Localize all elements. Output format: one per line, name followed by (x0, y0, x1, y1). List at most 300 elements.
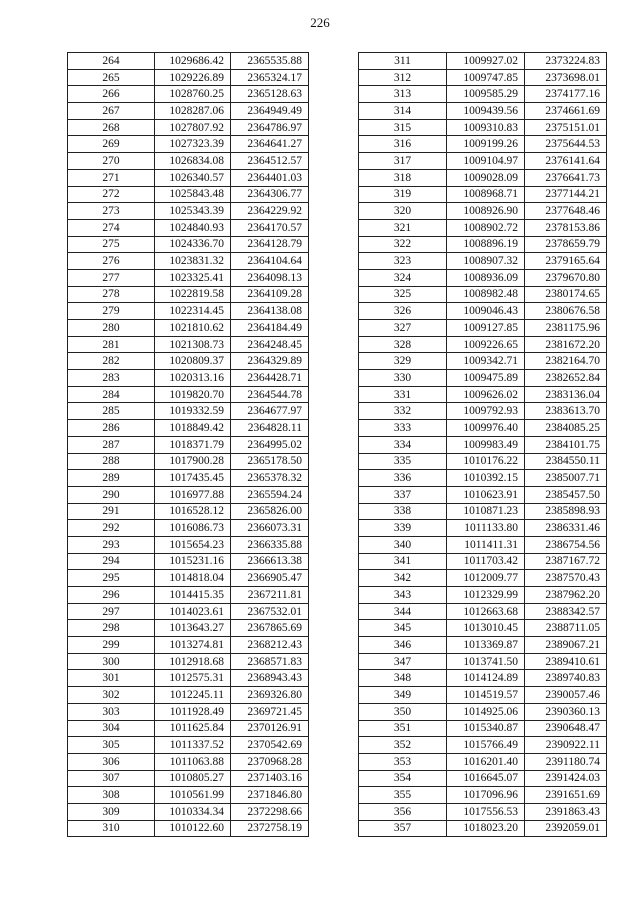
table-row (68, 486, 309, 503)
x-coordinate-cell: 1018849.42 (155, 420, 231, 437)
y-coordinate-cell: 2364104.64 (231, 253, 309, 270)
coordinate-table-right (358, 52, 607, 837)
point-number-cell: 349 (359, 687, 447, 704)
x-coordinate-cell: 1023831.32 (155, 253, 231, 270)
table-row (359, 553, 607, 570)
x-coordinate-cell: 1020313.16 (155, 370, 231, 387)
x-coordinate-cell: 1009310.83 (447, 119, 525, 136)
y-coordinate-cell: 2374661.69 (525, 103, 607, 120)
x-coordinate-cell: 1008907.32 (447, 253, 525, 270)
point-number-cell: 304 (68, 720, 155, 737)
table-row (68, 670, 309, 687)
y-coordinate-cell: 2387570.43 (525, 570, 607, 587)
point-number-cell: 352 (359, 737, 447, 754)
x-coordinate-cell: 1012663.68 (447, 603, 525, 620)
point-number-cell: 264 (68, 53, 155, 70)
x-coordinate-cell: 1017900.28 (155, 453, 231, 470)
point-number-cell: 310 (68, 820, 155, 837)
x-coordinate-cell: 1020809.37 (155, 353, 231, 370)
y-coordinate-cell: 2365594.24 (231, 486, 309, 503)
table-row (68, 737, 309, 754)
x-coordinate-cell: 1015654.23 (155, 536, 231, 553)
table-row (68, 253, 309, 270)
x-coordinate-cell: 1010334.34 (155, 803, 231, 820)
y-coordinate-cell: 2364428.71 (231, 370, 309, 387)
y-coordinate-cell: 2364677.97 (231, 403, 309, 420)
point-number-cell: 344 (359, 603, 447, 620)
table-row (359, 420, 607, 437)
table-row (359, 637, 607, 654)
y-coordinate-cell: 2390360.13 (525, 703, 607, 720)
point-number-cell: 311 (359, 53, 447, 70)
point-number-cell: 327 (359, 320, 447, 337)
point-number-cell: 270 (68, 153, 155, 170)
point-number-cell: 332 (359, 403, 447, 420)
table-row (68, 436, 309, 453)
y-coordinate-cell: 2364544.78 (231, 386, 309, 403)
table-row (359, 236, 607, 253)
x-coordinate-cell: 1009439.56 (447, 103, 525, 120)
x-coordinate-cell: 1012245.11 (155, 687, 231, 704)
point-number-cell: 301 (68, 670, 155, 687)
y-coordinate-cell: 2386331.46 (525, 520, 607, 537)
table-row (359, 570, 607, 587)
x-coordinate-cell: 1009342.71 (447, 353, 525, 370)
point-number-cell: 285 (68, 403, 155, 420)
point-number-cell: 350 (359, 703, 447, 720)
table-row (359, 620, 607, 637)
x-coordinate-cell: 1021308.73 (155, 336, 231, 353)
point-number-cell: 348 (359, 670, 447, 687)
point-number-cell: 325 (359, 286, 447, 303)
table-row (359, 253, 607, 270)
table-row (68, 203, 309, 220)
y-coordinate-cell: 2390057.46 (525, 687, 607, 704)
point-number-cell: 282 (68, 353, 155, 370)
table-row (359, 219, 607, 236)
x-coordinate-cell: 1009927.02 (447, 53, 525, 70)
x-coordinate-cell: 1027323.39 (155, 136, 231, 153)
point-number-cell: 277 (68, 269, 155, 286)
table-row (359, 53, 607, 70)
point-number-cell: 312 (359, 69, 447, 86)
point-number-cell: 355 (359, 787, 447, 804)
y-coordinate-cell: 2365178.50 (231, 453, 309, 470)
x-coordinate-cell: 1012575.31 (155, 670, 231, 687)
point-number-cell: 315 (359, 119, 447, 136)
point-number-cell: 289 (68, 470, 155, 487)
x-coordinate-cell: 1014023.61 (155, 603, 231, 620)
point-number-cell: 316 (359, 136, 447, 153)
x-coordinate-cell: 1009792.93 (447, 403, 525, 420)
table-row (359, 436, 607, 453)
table-row (359, 186, 607, 203)
point-number-cell: 346 (359, 637, 447, 654)
y-coordinate-cell: 2364170.57 (231, 219, 309, 236)
x-coordinate-cell: 1009028.09 (447, 169, 525, 186)
point-number-cell: 353 (359, 753, 447, 770)
y-coordinate-cell: 2384085.25 (525, 420, 607, 437)
point-number-cell: 271 (68, 169, 155, 186)
x-coordinate-cell: 1011625.84 (155, 720, 231, 737)
point-number-cell: 331 (359, 386, 447, 403)
table-row (68, 787, 309, 804)
y-coordinate-cell: 2372758.19 (231, 820, 309, 837)
point-number-cell: 343 (359, 587, 447, 604)
table-row (359, 787, 607, 804)
point-number-cell: 319 (359, 186, 447, 203)
table-row (68, 453, 309, 470)
table-row (359, 286, 607, 303)
point-number-cell: 284 (68, 386, 155, 403)
y-coordinate-cell: 2387167.72 (525, 553, 607, 570)
x-coordinate-cell: 1011928.49 (155, 703, 231, 720)
y-coordinate-cell: 2389067.21 (525, 637, 607, 654)
y-coordinate-cell: 2391863.43 (525, 803, 607, 820)
y-coordinate-cell: 2384550.11 (525, 453, 607, 470)
y-coordinate-cell: 2364229.92 (231, 203, 309, 220)
y-coordinate-cell: 2382652.84 (525, 370, 607, 387)
point-number-cell: 274 (68, 219, 155, 236)
point-number-cell: 328 (359, 336, 447, 353)
point-number-cell: 280 (68, 320, 155, 337)
table-row (68, 153, 309, 170)
point-number-cell: 317 (359, 153, 447, 170)
table-row (359, 336, 607, 353)
table-row (359, 453, 607, 470)
y-coordinate-cell: 2383613.70 (525, 403, 607, 420)
y-coordinate-cell: 2364641.27 (231, 136, 309, 153)
table-row (359, 536, 607, 553)
y-coordinate-cell: 2388711.05 (525, 620, 607, 637)
page-number: 226 (310, 15, 330, 30)
table-row (68, 553, 309, 570)
y-coordinate-cell: 2378153.86 (525, 219, 607, 236)
y-coordinate-cell: 2381672.20 (525, 336, 607, 353)
table-row (68, 336, 309, 353)
y-coordinate-cell: 2389740.83 (525, 670, 607, 687)
table-row (68, 303, 309, 320)
table-row (359, 86, 607, 103)
point-number-cell: 345 (359, 620, 447, 637)
x-coordinate-cell: 1028760.25 (155, 86, 231, 103)
table-row (359, 653, 607, 670)
table-row (68, 770, 309, 787)
y-coordinate-cell: 2387962.20 (525, 587, 607, 604)
table-row (68, 520, 309, 537)
x-coordinate-cell: 1015340.87 (447, 720, 525, 737)
y-coordinate-cell: 2376141.64 (525, 153, 607, 170)
table-row (68, 169, 309, 186)
x-coordinate-cell: 1009104.97 (447, 153, 525, 170)
y-coordinate-cell: 2364995.02 (231, 436, 309, 453)
table-row (68, 687, 309, 704)
point-number-cell: 281 (68, 336, 155, 353)
table-row (359, 803, 607, 820)
x-coordinate-cell: 1009475.89 (447, 370, 525, 387)
point-number-cell: 309 (68, 803, 155, 820)
y-coordinate-cell: 2364184.49 (231, 320, 309, 337)
table-row (68, 820, 309, 837)
x-coordinate-cell: 1009983.49 (447, 436, 525, 453)
table-row (68, 269, 309, 286)
table-row (359, 403, 607, 420)
y-coordinate-cell: 2380174.65 (525, 286, 607, 303)
point-number-cell: 322 (359, 236, 447, 253)
y-coordinate-cell: 2366335.88 (231, 536, 309, 553)
y-coordinate-cell: 2379165.64 (525, 253, 607, 270)
y-coordinate-cell: 2365378.32 (231, 470, 309, 487)
table-row (68, 353, 309, 370)
point-number-cell: 337 (359, 486, 447, 503)
table-row (68, 470, 309, 487)
point-number-cell: 318 (359, 169, 447, 186)
point-number-cell: 342 (359, 570, 447, 587)
y-coordinate-cell: 2385898.93 (525, 503, 607, 520)
x-coordinate-cell: 1026834.08 (155, 153, 231, 170)
x-coordinate-cell: 1010805.27 (155, 770, 231, 787)
x-coordinate-cell: 1029686.42 (155, 53, 231, 70)
x-coordinate-cell: 1014925.06 (447, 703, 525, 720)
y-coordinate-cell: 2365324.17 (231, 69, 309, 86)
x-coordinate-cell: 1029226.89 (155, 69, 231, 86)
table-row (359, 703, 607, 720)
x-coordinate-cell: 1014818.04 (155, 570, 231, 587)
table-row (359, 370, 607, 387)
table-row (359, 386, 607, 403)
y-coordinate-cell: 2364786.97 (231, 119, 309, 136)
table-row (68, 103, 309, 120)
y-coordinate-cell: 2392059.01 (525, 820, 607, 837)
table-row (68, 136, 309, 153)
y-coordinate-cell: 2370542.69 (231, 737, 309, 754)
x-coordinate-cell: 1008926.90 (447, 203, 525, 220)
y-coordinate-cell: 2366613.38 (231, 553, 309, 570)
point-number-cell: 306 (68, 753, 155, 770)
point-number-cell: 330 (359, 370, 447, 387)
table-row (68, 286, 309, 303)
table-row (359, 737, 607, 754)
point-number-cell: 335 (359, 453, 447, 470)
point-number-cell: 340 (359, 536, 447, 553)
table-row (359, 153, 607, 170)
point-number-cell: 298 (68, 620, 155, 637)
x-coordinate-cell: 1011703.42 (447, 553, 525, 570)
point-number-cell: 323 (359, 253, 447, 270)
y-coordinate-cell: 2373224.83 (525, 53, 607, 70)
table-row (359, 486, 607, 503)
point-number-cell: 276 (68, 253, 155, 270)
y-coordinate-cell: 2379670.80 (525, 269, 607, 286)
y-coordinate-cell: 2375151.01 (525, 119, 607, 136)
y-coordinate-cell: 2370968.28 (231, 753, 309, 770)
table-row (68, 119, 309, 136)
x-coordinate-cell: 1010561.99 (155, 787, 231, 804)
point-number-cell: 302 (68, 687, 155, 704)
table-row (68, 370, 309, 387)
point-number-cell: 269 (68, 136, 155, 153)
y-coordinate-cell: 2371403.16 (231, 770, 309, 787)
x-coordinate-cell: 1009585.29 (447, 86, 525, 103)
x-coordinate-cell: 1024840.93 (155, 219, 231, 236)
y-coordinate-cell: 2365128.63 (231, 86, 309, 103)
y-coordinate-cell: 2385007.71 (525, 470, 607, 487)
y-coordinate-cell: 2370126.91 (231, 720, 309, 737)
x-coordinate-cell: 1026340.57 (155, 169, 231, 186)
x-coordinate-cell: 1008902.72 (447, 219, 525, 236)
y-coordinate-cell: 2380676.58 (525, 303, 607, 320)
x-coordinate-cell: 1015231.16 (155, 553, 231, 570)
point-number-cell: 296 (68, 587, 155, 604)
table-row (68, 703, 309, 720)
y-coordinate-cell: 2364329.89 (231, 353, 309, 370)
table-row (68, 69, 309, 86)
x-coordinate-cell: 1016977.88 (155, 486, 231, 503)
x-coordinate-cell: 1008968.71 (447, 186, 525, 203)
y-coordinate-cell: 2365826.00 (231, 503, 309, 520)
table-row (359, 69, 607, 86)
point-number-cell: 307 (68, 770, 155, 787)
y-coordinate-cell: 2364248.45 (231, 336, 309, 353)
coordinate-table-right-body (359, 53, 607, 837)
table-row (359, 670, 607, 687)
point-number-cell: 357 (359, 820, 447, 837)
table-row (68, 603, 309, 620)
table-row (68, 587, 309, 604)
point-number-cell: 314 (359, 103, 447, 120)
y-coordinate-cell: 2365535.88 (231, 53, 309, 70)
table-row (68, 386, 309, 403)
point-number-cell: 291 (68, 503, 155, 520)
table-row (359, 303, 607, 320)
table-row (359, 687, 607, 704)
y-coordinate-cell: 2376641.73 (525, 169, 607, 186)
point-number-cell: 354 (359, 770, 447, 787)
point-number-cell: 267 (68, 103, 155, 120)
y-coordinate-cell: 2378659.79 (525, 236, 607, 253)
y-coordinate-cell: 2389410.61 (525, 653, 607, 670)
y-coordinate-cell: 2391180.74 (525, 753, 607, 770)
y-coordinate-cell: 2364401.03 (231, 169, 309, 186)
y-coordinate-cell: 2364306.77 (231, 186, 309, 203)
y-coordinate-cell: 2364098.13 (231, 269, 309, 286)
x-coordinate-cell: 1010871.23 (447, 503, 525, 520)
point-number-cell: 279 (68, 303, 155, 320)
point-number-cell: 287 (68, 436, 155, 453)
point-number-cell: 268 (68, 119, 155, 136)
table-row (359, 203, 607, 220)
point-number-cell: 324 (359, 269, 447, 286)
x-coordinate-cell: 1017435.45 (155, 470, 231, 487)
x-coordinate-cell: 1009127.85 (447, 320, 525, 337)
y-coordinate-cell: 2382164.70 (525, 353, 607, 370)
x-coordinate-cell: 1014519.57 (447, 687, 525, 704)
point-number-cell: 303 (68, 703, 155, 720)
x-coordinate-cell: 1009199.26 (447, 136, 525, 153)
point-number-cell: 272 (68, 186, 155, 203)
x-coordinate-cell: 1013643.27 (155, 620, 231, 637)
x-coordinate-cell: 1010176.22 (447, 453, 525, 470)
table-row (68, 86, 309, 103)
x-coordinate-cell: 1022819.58 (155, 286, 231, 303)
point-number-cell: 278 (68, 286, 155, 303)
x-coordinate-cell: 1016086.73 (155, 520, 231, 537)
x-coordinate-cell: 1010623.91 (447, 486, 525, 503)
point-number-cell: 308 (68, 787, 155, 804)
y-coordinate-cell: 2364949.49 (231, 103, 309, 120)
point-number-cell: 275 (68, 236, 155, 253)
table-row (68, 536, 309, 553)
point-number-cell: 334 (359, 436, 447, 453)
x-coordinate-cell: 1011063.88 (155, 753, 231, 770)
x-coordinate-cell: 1013369.87 (447, 637, 525, 654)
x-coordinate-cell: 1017096.96 (447, 787, 525, 804)
y-coordinate-cell: 2369326.80 (231, 687, 309, 704)
y-coordinate-cell: 2388342.57 (525, 603, 607, 620)
point-number-cell: 297 (68, 603, 155, 620)
table-row (359, 470, 607, 487)
point-number-cell: 339 (359, 520, 447, 537)
point-number-cell: 273 (68, 203, 155, 220)
y-coordinate-cell: 2386754.56 (525, 536, 607, 553)
x-coordinate-cell: 1018023.20 (447, 820, 525, 837)
x-coordinate-cell: 1008936.09 (447, 269, 525, 286)
x-coordinate-cell: 1009747.85 (447, 69, 525, 86)
point-number-cell: 295 (68, 570, 155, 587)
x-coordinate-cell: 1012918.68 (155, 653, 231, 670)
x-coordinate-cell: 1025343.39 (155, 203, 231, 220)
y-coordinate-cell: 2377648.46 (525, 203, 607, 220)
point-number-cell: 266 (68, 86, 155, 103)
table-row (68, 420, 309, 437)
x-coordinate-cell: 1013010.45 (447, 620, 525, 637)
y-coordinate-cell: 2368943.43 (231, 670, 309, 687)
table-row (68, 53, 309, 70)
x-coordinate-cell: 1010122.60 (155, 820, 231, 837)
x-coordinate-cell: 1012009.77 (447, 570, 525, 587)
point-number-cell: 321 (359, 219, 447, 236)
x-coordinate-cell: 1014415.35 (155, 587, 231, 604)
y-coordinate-cell: 2364109.28 (231, 286, 309, 303)
table-row (359, 136, 607, 153)
table-row (68, 620, 309, 637)
x-coordinate-cell: 1025843.48 (155, 186, 231, 203)
y-coordinate-cell: 2371846.80 (231, 787, 309, 804)
x-coordinate-cell: 1019332.59 (155, 403, 231, 420)
coordinate-table-left-body (68, 53, 309, 837)
table-row (68, 720, 309, 737)
y-coordinate-cell: 2391424.03 (525, 770, 607, 787)
x-coordinate-cell: 1009626.02 (447, 386, 525, 403)
y-coordinate-cell: 2390648.47 (525, 720, 607, 737)
point-number-cell: 293 (68, 536, 155, 553)
point-number-cell: 288 (68, 453, 155, 470)
y-coordinate-cell: 2375644.53 (525, 136, 607, 153)
x-coordinate-cell: 1024336.70 (155, 236, 231, 253)
point-number-cell: 356 (359, 803, 447, 820)
table-row (359, 753, 607, 770)
table-row (68, 403, 309, 420)
table-row (68, 803, 309, 820)
x-coordinate-cell: 1023325.41 (155, 269, 231, 286)
point-number-cell: 299 (68, 637, 155, 654)
table-row (359, 503, 607, 520)
x-coordinate-cell: 1027807.92 (155, 119, 231, 136)
point-number-cell: 338 (359, 503, 447, 520)
point-number-cell: 326 (359, 303, 447, 320)
y-coordinate-cell: 2368212.43 (231, 637, 309, 654)
x-coordinate-cell: 1016201.40 (447, 753, 525, 770)
